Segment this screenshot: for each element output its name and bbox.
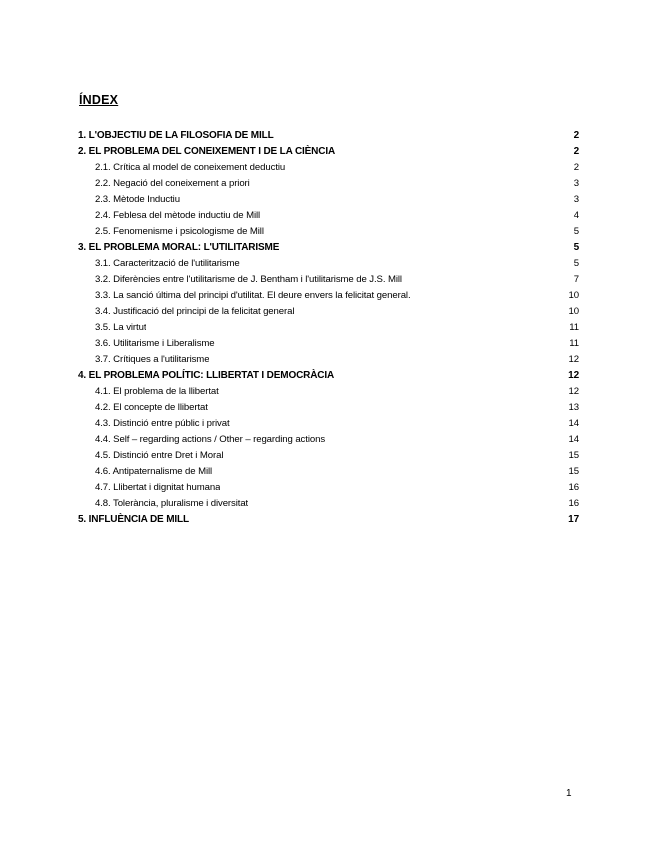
toc-entry-page: 15 xyxy=(568,466,579,477)
toc-entry-title[interactable]: 4.5. Distinció entre Dret i Moral xyxy=(95,450,224,461)
toc-entry-page: 16 xyxy=(568,482,579,493)
toc-entry[interactable] xyxy=(78,240,579,256)
toc-entry[interactable] xyxy=(78,256,579,272)
toc-entry-title[interactable]: 3.3. La sanció última del principi d'utilitat. El deure envers la felicitat general. xyxy=(95,290,411,301)
toc-entry-page: 3 xyxy=(573,194,579,205)
toc-entry-page: 5 xyxy=(573,242,579,253)
toc-entry-title[interactable]: 4.1. El problema de la llibertat xyxy=(95,386,219,397)
toc-entry-title[interactable]: 4.7. Llibertat i dignitat humana xyxy=(95,482,221,493)
toc-entry[interactable] xyxy=(78,272,579,288)
toc-entry-title[interactable]: 3.1. Caracterització de l'utilitarisme xyxy=(95,258,240,269)
toc-entry-page: 15 xyxy=(568,450,579,461)
toc-heading: ÍNDEX xyxy=(79,93,119,107)
toc-entry[interactable] xyxy=(78,368,579,384)
toc-entry[interactable] xyxy=(78,480,579,496)
toc-entry-title[interactable]: 1. L'OBJECTIU DE LA FILOSOFIA DE MILL xyxy=(78,130,274,141)
toc-entry-page: 3 xyxy=(573,178,579,189)
toc-entry-page: 14 xyxy=(568,434,579,445)
toc-entry-page: 11 xyxy=(569,338,579,349)
toc-entry[interactable] xyxy=(78,224,579,240)
toc-entry[interactable] xyxy=(78,496,579,512)
toc-entry[interactable] xyxy=(78,192,579,208)
toc-entry[interactable] xyxy=(78,512,579,528)
toc-entry-title[interactable]: 5. INFLUÈNCIA DE MILL xyxy=(78,514,189,525)
toc-entry-page: 2 xyxy=(573,162,579,173)
toc-entry-title[interactable]: 4.3. Distinció entre públic i privat xyxy=(95,418,230,429)
toc-entry-page: 12 xyxy=(568,354,579,365)
toc-entry-page: 13 xyxy=(568,402,579,413)
toc-entry-title[interactable]: 2.3. Mètode Inductiu xyxy=(95,194,180,205)
toc-entry-page: 2 xyxy=(573,130,579,141)
toc-entry-title[interactable]: 4.4. Self – regarding actions / Other – regarding actions xyxy=(95,434,326,445)
toc-entry-page: 5 xyxy=(573,226,579,237)
toc-entry[interactable] xyxy=(78,416,579,432)
table-of-contents xyxy=(78,128,579,528)
toc-entry[interactable] xyxy=(78,160,579,176)
toc-entry[interactable] xyxy=(78,320,579,336)
toc-entry-title[interactable]: 2.1. Crítica al model de coneixement deductiu xyxy=(95,162,286,173)
toc-entry-title[interactable]: 4.2. El concepte de llibertat xyxy=(95,402,208,413)
toc-entry-title[interactable]: 3.7. Crítiques a l'utilitarisme xyxy=(95,354,210,365)
toc-entry-title[interactable]: 3.6. Utilitarisme i Liberalisme xyxy=(95,338,215,349)
toc-entry-page: 7 xyxy=(573,274,579,285)
toc-entry-page: 12 xyxy=(568,386,579,397)
toc-entry-page: 4 xyxy=(573,210,579,221)
toc-entry[interactable] xyxy=(78,400,579,416)
toc-entry-title[interactable]: 3.4. Justificació del principi de la felicitat general xyxy=(95,306,295,317)
toc-entry[interactable] xyxy=(78,176,579,192)
toc-entry-page: 14 xyxy=(568,418,579,429)
toc-entry-title[interactable]: 3.5. La virtut xyxy=(95,322,147,333)
toc-entry-title[interactable]: 4.6. Antipaternalisme de Mill xyxy=(95,466,213,477)
toc-entry-title[interactable]: 3. EL PROBLEMA MORAL: L'UTILITARISME xyxy=(78,242,280,253)
toc-entry[interactable] xyxy=(78,304,579,320)
toc-entry-page: 16 xyxy=(568,498,579,509)
toc-entry-title[interactable]: 2.2. Negació del coneixement a priori xyxy=(95,178,250,189)
toc-entry-page: 12 xyxy=(568,370,579,381)
toc-entry[interactable] xyxy=(78,128,579,144)
toc-entry-title[interactable]: 4. EL PROBLEMA POLÍTIC: LLIBERTAT I DEMOCRÀCIA xyxy=(78,370,335,381)
toc-entry[interactable] xyxy=(78,352,579,368)
toc-entry[interactable] xyxy=(78,464,579,480)
page-number: 1 xyxy=(566,788,572,799)
toc-entry-title[interactable]: 3.2. Diferències entre l'utilitarisme de J. Bentham i l'utilitarisme de J.S. Mill xyxy=(95,274,402,285)
toc-entry-title[interactable]: 2. EL PROBLEMA DEL CONEIXEMENT I DE LA CIÈNCIA xyxy=(78,146,336,157)
toc-entry-page: 11 xyxy=(569,322,579,333)
toc-entry[interactable] xyxy=(78,432,579,448)
toc-entry-page: 2 xyxy=(573,146,579,157)
toc-entry[interactable] xyxy=(78,336,579,352)
toc-entry-title[interactable]: 2.4. Feblesa del mètode inductiu de Mill xyxy=(95,210,261,221)
toc-entry[interactable] xyxy=(78,144,579,160)
toc-entry-page: 10 xyxy=(568,306,579,317)
toc-entry[interactable] xyxy=(78,448,579,464)
toc-entry[interactable] xyxy=(78,384,579,400)
toc-entry[interactable] xyxy=(78,288,579,304)
toc-entry[interactable] xyxy=(78,208,579,224)
toc-entry-page: 5 xyxy=(573,258,579,269)
toc-entry-page: 17 xyxy=(568,514,579,525)
toc-entry-title[interactable]: 4.8. Tolerància, pluralisme i diversitat xyxy=(95,498,249,509)
toc-entry-page: 10 xyxy=(568,290,579,301)
toc-entry-title[interactable]: 2.5. Fenomenisme i psicologisme de Mill xyxy=(95,226,264,237)
